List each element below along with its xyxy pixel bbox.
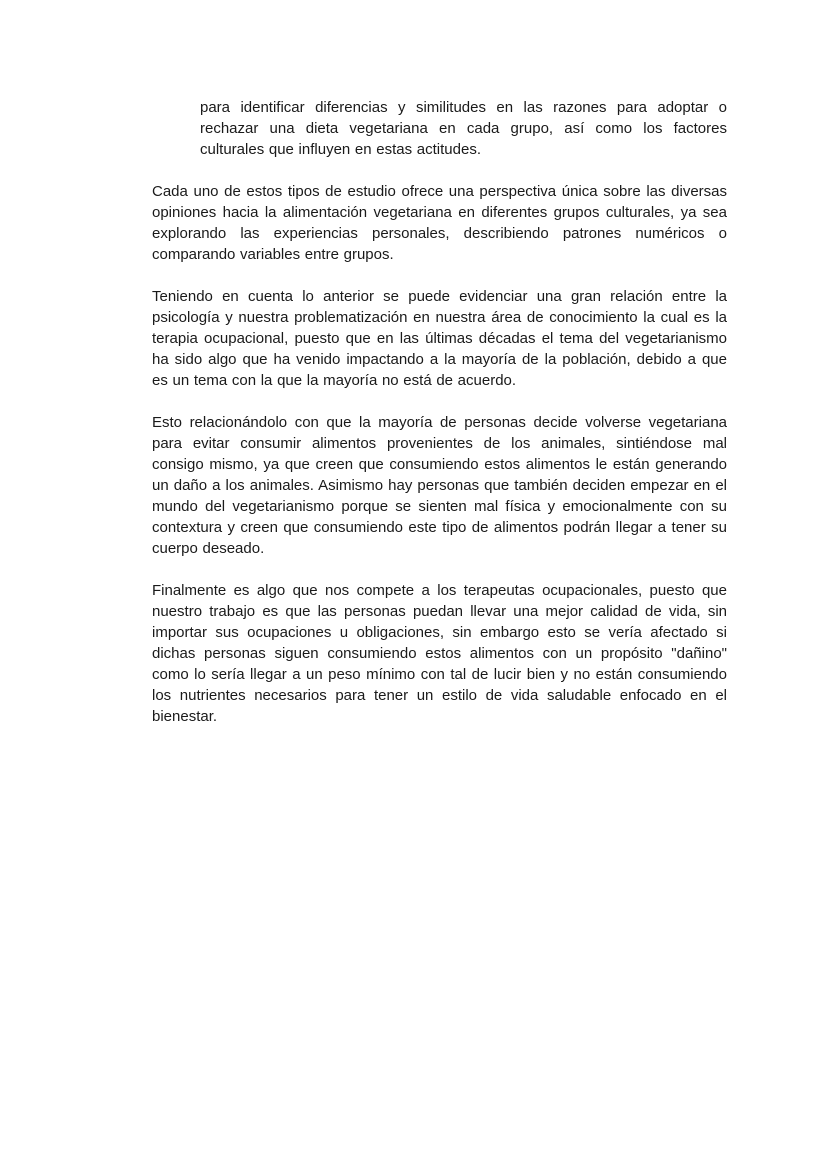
paragraph-vegetarian-reasons: Esto relacionándolo con que la mayoría de personas decide volverse vegetariana para evitar consumir alimentos provenientes de los animales, sintiéndose mal consigo mismo, ya que creen que consumiendo estos alimentos le están generando un daño a los animales. Asimismo hay personas que también deciden empezar en el mundo del vegetarianismo porque se sienten mal física y emocionalmente con su contextura y creen que consumiendo este tipo de alimentos podrán llegar a tener su cuerpo deseado. xyxy=(152,414,727,557)
paragraph-psychology-relation: Teniendo en cuenta lo anterior se puede evidenciar una gran relación entre la psicología y nuestra problematización en nuestra área de conocimiento la cual es la terapia ocupacional, puesto que en las últimas décadas el tema del vegetarianismo ha sido algo que ha venido impactando a la mayoría de la población, debido a que es un tema con la que la mayoría no está de acuerdo. xyxy=(152,288,727,389)
paragraph-study-types: Cada uno de estos tipos de estudio ofrece una perspectiva única sobre las diversas opiniones hacia la alimentación vegetariana en diferentes grupos culturales, ya sea explorando las experiencias personales, describiendo patrones numéricos o comparando variables entre grupos. xyxy=(152,183,727,263)
paragraph-conclusion: Finalmente es algo que nos compete a los terapeutas ocupacionales, puesto que nuestro trabajo es que las personas puedan llevar una mejor calidad de vida, sin importar sus ocupaciones u obligaciones, sin embargo esto se vería afectado si dichas personas siguen consumiendo estos alimentos con un propósito "dañino" como lo sería llegar a un peso mínimo con tal de lucir bien y no están consumiendo los nutrientes necesarios para tener un estilo de vida saludable enfocado en el bienestar. xyxy=(152,582,727,725)
text-block xyxy=(152,97,727,748)
paragraph-continuation: para identificar diferencias y similitudes en las razones para adoptar o rechazar una dieta vegetariana en cada grupo, así como los factores culturales que influyen en estas actitudes. xyxy=(200,99,727,158)
